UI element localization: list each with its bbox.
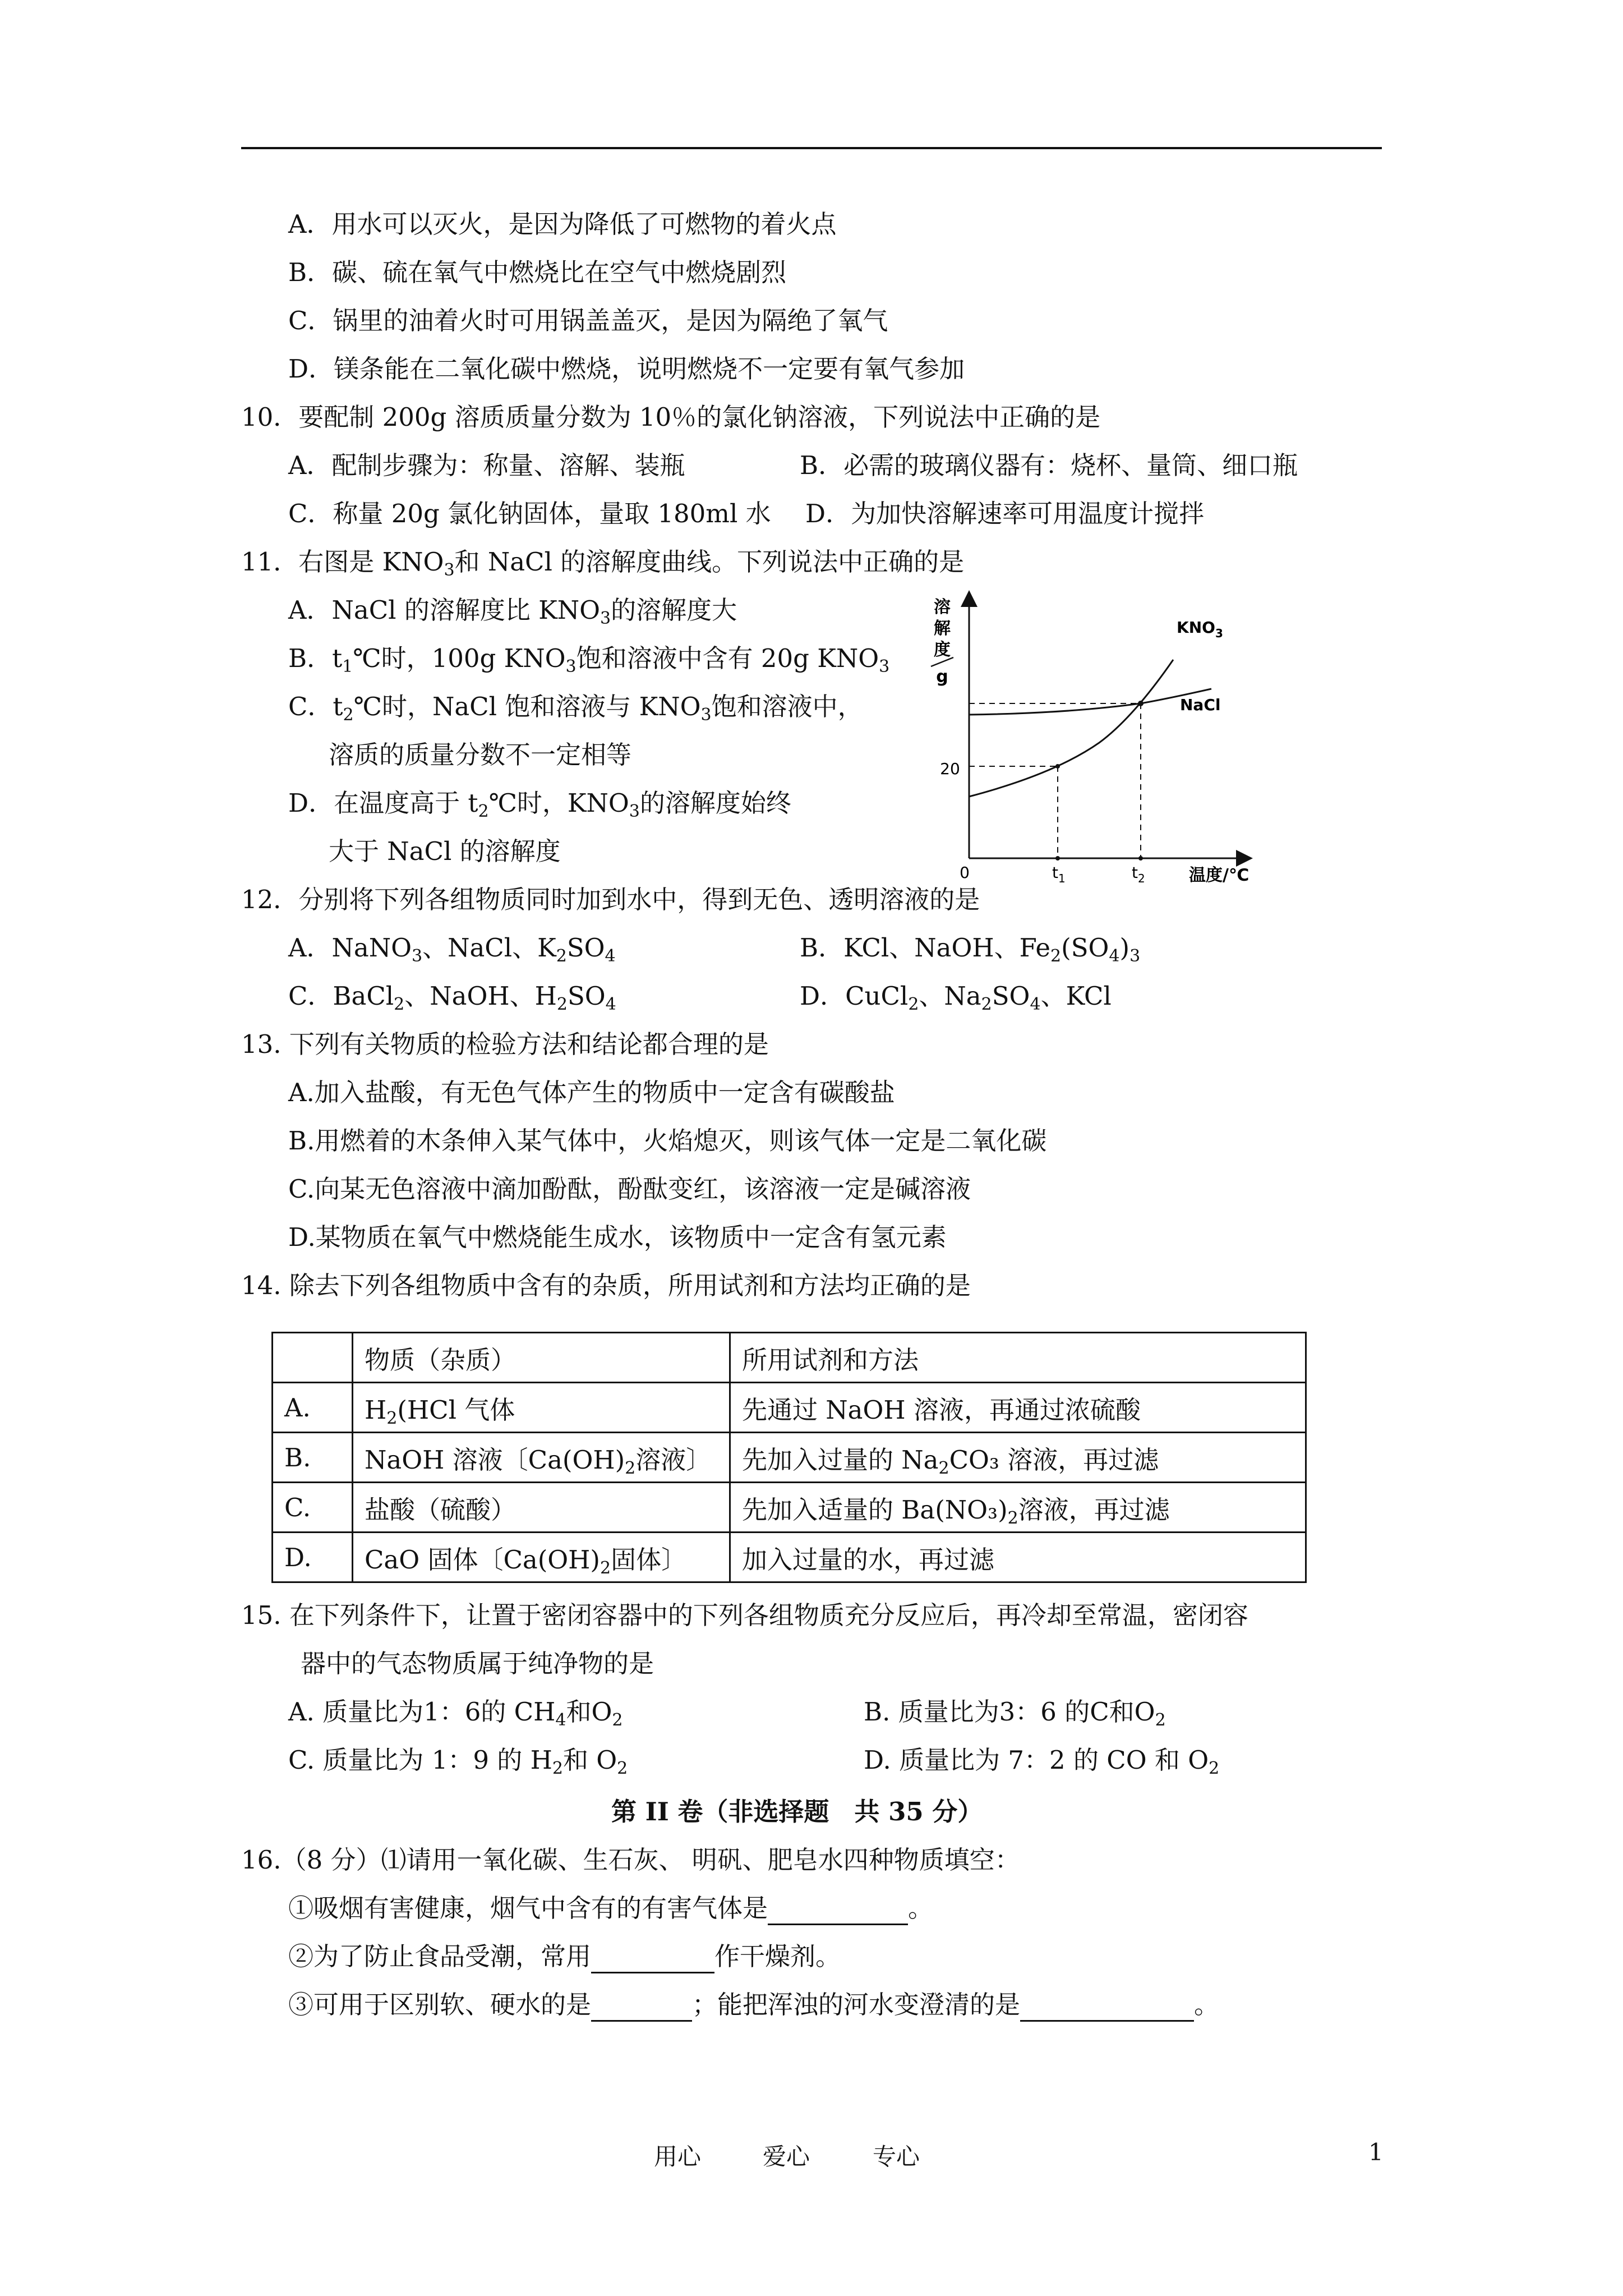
q11-option-c-line2: 溶质的质量分数不一定相等 [329,740,632,770]
q10-option-b: B．必需的玻璃仪器有：烧杯、量筒、细口瓶 [800,450,1298,480]
point-t1-kno3 [1055,764,1060,769]
nacl-curve [969,689,1211,715]
answer-blank-3[interactable] [591,1993,692,2022]
table-cell-substance: CaO 固体〔$Ca(OH)_2$固体〕 [353,1533,730,1582]
q9-option-c: C．锅里的油着火时可用锅盖盖灭，是因为隔绝了氧气 [288,306,888,335]
q9-option-d: D．镁条能在二氧化碳中燃烧，说明燃烧不一定要有氧气参加 [288,354,965,384]
q11-option-c: C．$t_2℃$时，NaCl 饱和溶液与 $KNO_3$饱和溶液中， [288,692,863,725]
table-header-substance: 物质（杂质） [353,1333,730,1383]
y-label-char-1: 溶 [934,597,951,617]
x-tick-t1: $t_1$ [1052,863,1066,885]
q14-table [271,1332,1307,1583]
y-label-char-2: 解 [934,619,951,638]
q10-stem: 10．要配制 200g 溶质质量分数为 10％的氯化钠溶液，下列说法中正确的是 [241,402,1101,432]
point-t2-axis [1138,856,1143,861]
table-cell-method: 先通过 NaOH 溶液，再通过浓硫酸 [730,1383,1306,1433]
answer-blank-1[interactable] [768,1897,908,1925]
answer-blank-4[interactable] [1020,1993,1194,2022]
table-row-label: B. [273,1433,353,1483]
table-cell-substance: 盐酸（硫酸） [353,1483,730,1533]
table-cell-substance: $H_2(HCl$ 气体 [353,1383,730,1433]
table-cell-method: 加入过量的水，再过滤 [730,1533,1306,1582]
q16-part-2: ②为了防止食品受潮，常用 作干燥剂。 [288,1940,841,1973]
q12-stem: 12．分别将下列各组物质同时加到水中，得到无色、透明溶液的是 [241,885,980,914]
origin-label: 0 [960,863,970,882]
q12-option-d: D．CuCl$_2$、$Na_2SO_4$、KCl [800,981,1112,1014]
q16-part-1: ①吸烟有害健康，烟气中含有的有害气体是 。 [288,1892,933,1925]
footer-word-2: 爱心 [763,2143,810,2170]
q10-option-c: C．称量 20g 氯化钠固体，量取 180ml 水 [288,499,771,528]
q11-option-a: A．NaCl 的溶解度比 $KNO_3$的溶解度大 [288,595,737,628]
nacl-label: NaCl [1180,696,1221,714]
q13-option-b: B.用燃着的木条伸入某气体中，火焰熄灭，则该气体一定是二氧化碳 [288,1126,1047,1156]
point-t2-intersection [1138,701,1144,706]
table-cell [273,1333,353,1383]
q12-option-b: B．KCl、NaOH、$Fe_2(SO_4)_3$ [800,933,1141,966]
q11-option-d: D．在温度高于 $t_2℃$时，$KNO_3$的溶解度始终 [288,788,791,821]
table-row-label: D. [273,1533,353,1582]
page-number: 1 [1368,2138,1384,2166]
y-tick-20: 20 [940,760,960,778]
q10-option-a: A．配制步骤为：称量、溶解、装瓶 [288,450,685,480]
q11-option-b: B．$t_1℃$时，100g $KNO_3$饱和溶液中含有 20g $KNO_3$ [288,643,890,677]
table-row [273,1333,1306,1383]
q11-stem: 11．右图是 $KNO_3$和 NaCl 的溶解度曲线。下列说法中正确的是 [241,547,965,580]
q13-option-d: D.某物质在氧气中燃烧能生成水，该物质中一定含有氢元素 [288,1222,947,1252]
table-row [273,1483,1306,1533]
q15-option-a: A. 质量比为1：6的 $CH_4$和$O_2$ [288,1697,623,1730]
table-cell-method: 先加入适量的 $Ba(NO_3)_2$溶液，再过滤 [730,1483,1306,1533]
kno3-curve [969,660,1173,797]
section-title: 第 II 卷（非选择题 共 35 分） [611,1797,983,1826]
q10-option-d: D．为加快溶解速率可用温度计搅拌 [805,499,1205,528]
q14-stem: 14. 除去下列各组物质中含有的杂质，所用试剂和方法均正确的是 [241,1271,971,1300]
table-header-method: 所用试剂和方法 [730,1333,1306,1383]
q12-option-a: A．NaNO$_3$、NaCl、$K_2SO_4$ [288,933,616,966]
header-rule [241,147,1382,149]
footer-word-3: 专心 [873,2143,920,2170]
y-label-char-4: g [936,667,948,687]
x-label: 温度/℃ [1189,866,1249,885]
table-row [273,1383,1306,1433]
table-cell-substance: NaOH 溶液〔$Ca(OH)_2$溶液〕 [353,1433,730,1483]
q16-part-3: ③可用于区别软、硬水的是 ；能把浑浊的河水变澄清的是 。 [288,1988,1219,2022]
point-t1-axis [1055,856,1060,861]
q13-stem: 13. 下列有关物质的检验方法和结论都合理的是 [241,1029,769,1059]
q13-option-c: C.向某无色溶液中滴加酚酞，酚酞变红，该溶液一定是碱溶液 [288,1174,971,1204]
y-label-char-3: 度 [934,640,951,660]
q15-option-b: B. 质量比为3：6 的C和$O_2$ [864,1697,1166,1730]
q11-option-d-line2: 大于 NaCl 的溶解度 [329,836,561,866]
x-tick-t2: $t_2$ [1132,863,1145,885]
solubility-chart [920,583,1267,898]
q13-option-a: A.加入盐酸，有无色气体产生的物质中一定含有碳酸盐 [288,1078,895,1107]
table-row [273,1533,1306,1582]
table-row [273,1433,1306,1483]
table-cell-method: 先加入过量的 $Na_2CO_3$ 溶液，再过滤 [730,1433,1306,1483]
q9-option-b: B．碳、硫在氧气中燃烧比在空气中燃烧剧烈 [288,257,787,287]
q12-option-c: C．BaCl$_2$、NaOH、$H_2SO_4$ [288,981,616,1014]
q15-option-c: C. 质量比为 1：9 的 $H_2$和 $O_2$ [288,1745,628,1778]
table-row-label: A. [273,1383,353,1433]
q9-option-a: A．用水可以灭火，是因为降低了可燃物的着火点 [288,209,837,239]
q15-option-d: D. 质量比为 7：2 的 CO 和 $O_2$ [864,1745,1220,1778]
q15-stem: 15. 在下列条件下，让置于密闭容器中的下列各组物质充分反应后，再冷却至常温，密闭容 [241,1600,1248,1630]
answer-blank-2[interactable] [591,1945,714,1973]
kno3-label: $KNO_3$ [1177,618,1223,640]
table-row-label: C. [273,1483,353,1533]
q16-stem: 16.（8 分）⑴请用一氧化碳、生石灰、 明矾、肥皂水四种物质填空： [241,1845,1020,1875]
q15-stem-line2: 器中的气态物质属于纯净物的是 [301,1649,654,1678]
footer-word-1: 用心 [654,2143,702,2170]
